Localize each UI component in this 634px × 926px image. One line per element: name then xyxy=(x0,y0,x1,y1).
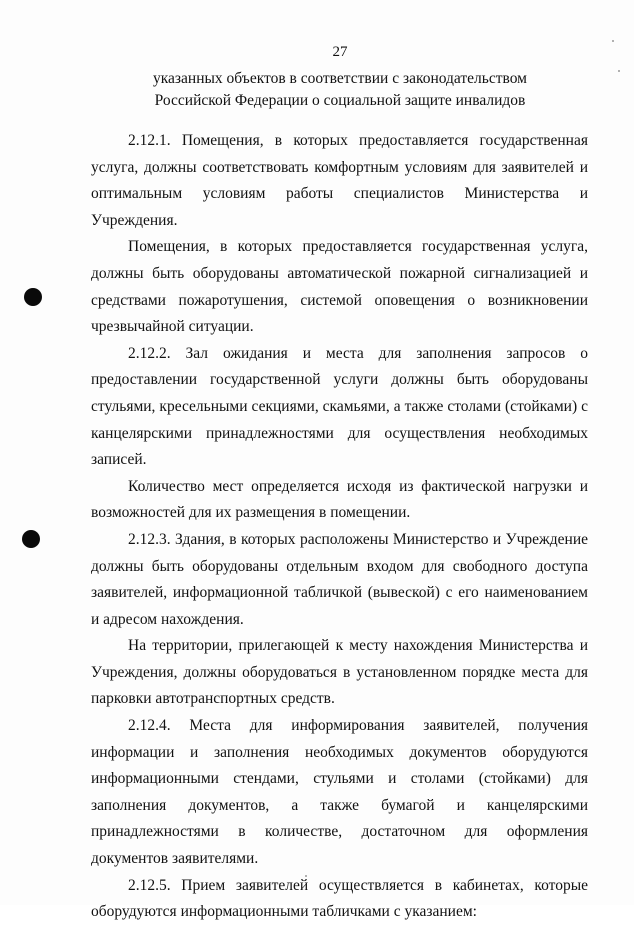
page-number: 27 xyxy=(332,44,348,60)
paragraph-2-12-4: 2.12.4. Места для информирования заявителей, получения информации и заполнения необходимых документов оборудуются информационными стендами, стульями и столами (стойками) для заполнения документов, а также бумагой и канцелярскими принадлежностями в количестве, достаточном для оформления документов заявителями. xyxy=(91,717,588,868)
paragraph-2-12-5: 2.12.5. Прием заявителей осуществляется в кабинетах, которые оборудуются информационными табличками с указанием: xyxy=(91,876,588,921)
punch-hole-mark xyxy=(24,288,42,306)
scan-speck xyxy=(618,70,620,72)
paragraph-2-12-3: 2.12.3. Здания, в которых расположены Министерство и Учреждение должны быть оборудованы отдельным входом для свободного доступа заявителей, информационной табличкой (вывеской) с его наименованием и адресом нахождения. xyxy=(91,530,588,628)
paragraph-2-12-1: 2.12.1. Помещения, в которых предоставляется государственная услуга, должны соответствовать комфортным условиям для заявителей и оптимальным условиям работы специалистов Министерства и Учреждения. xyxy=(91,132,588,229)
paragraph-2-12-2: 2.12.2. Зал ожидания и места для заполнения запросов о предоставлении государственной услуги должны быть оборудованы стульями, кресельными секциями, скамьями, а также столами (стойками) с канцелярскими принадлежностями для осуществления необходимых записей. xyxy=(91,344,588,469)
scan-speck xyxy=(305,875,307,877)
paragraph-seat-count: Количество мест определяется исходя из фактической нагрузки и возможностей для их размещения в помещении. xyxy=(91,477,588,522)
heading-line-2: Российской Федерации о социальной защите инвалидов xyxy=(154,92,526,109)
paragraph-parking: На территории, прилегающей к месту нахождения Министерства и Учреждения, должны оборудоваться в установленном порядке места для парковки автотранспортных средств. xyxy=(91,637,588,708)
section-heading xyxy=(0,68,634,112)
scan-speck xyxy=(612,40,614,42)
punch-hole-mark xyxy=(22,530,40,548)
paragraph-fire-safety: Помещения, в которых предоставляется государственная услуга, должны быть оборудованы автоматической пожарной сигнализацией и средствами пожаротушения, системой оповещения о возникновении чрезвычайной ситуации. xyxy=(91,238,588,336)
heading-line-1: указанных объектов в соответствии с законодательством xyxy=(153,70,527,87)
document-body xyxy=(91,128,588,926)
